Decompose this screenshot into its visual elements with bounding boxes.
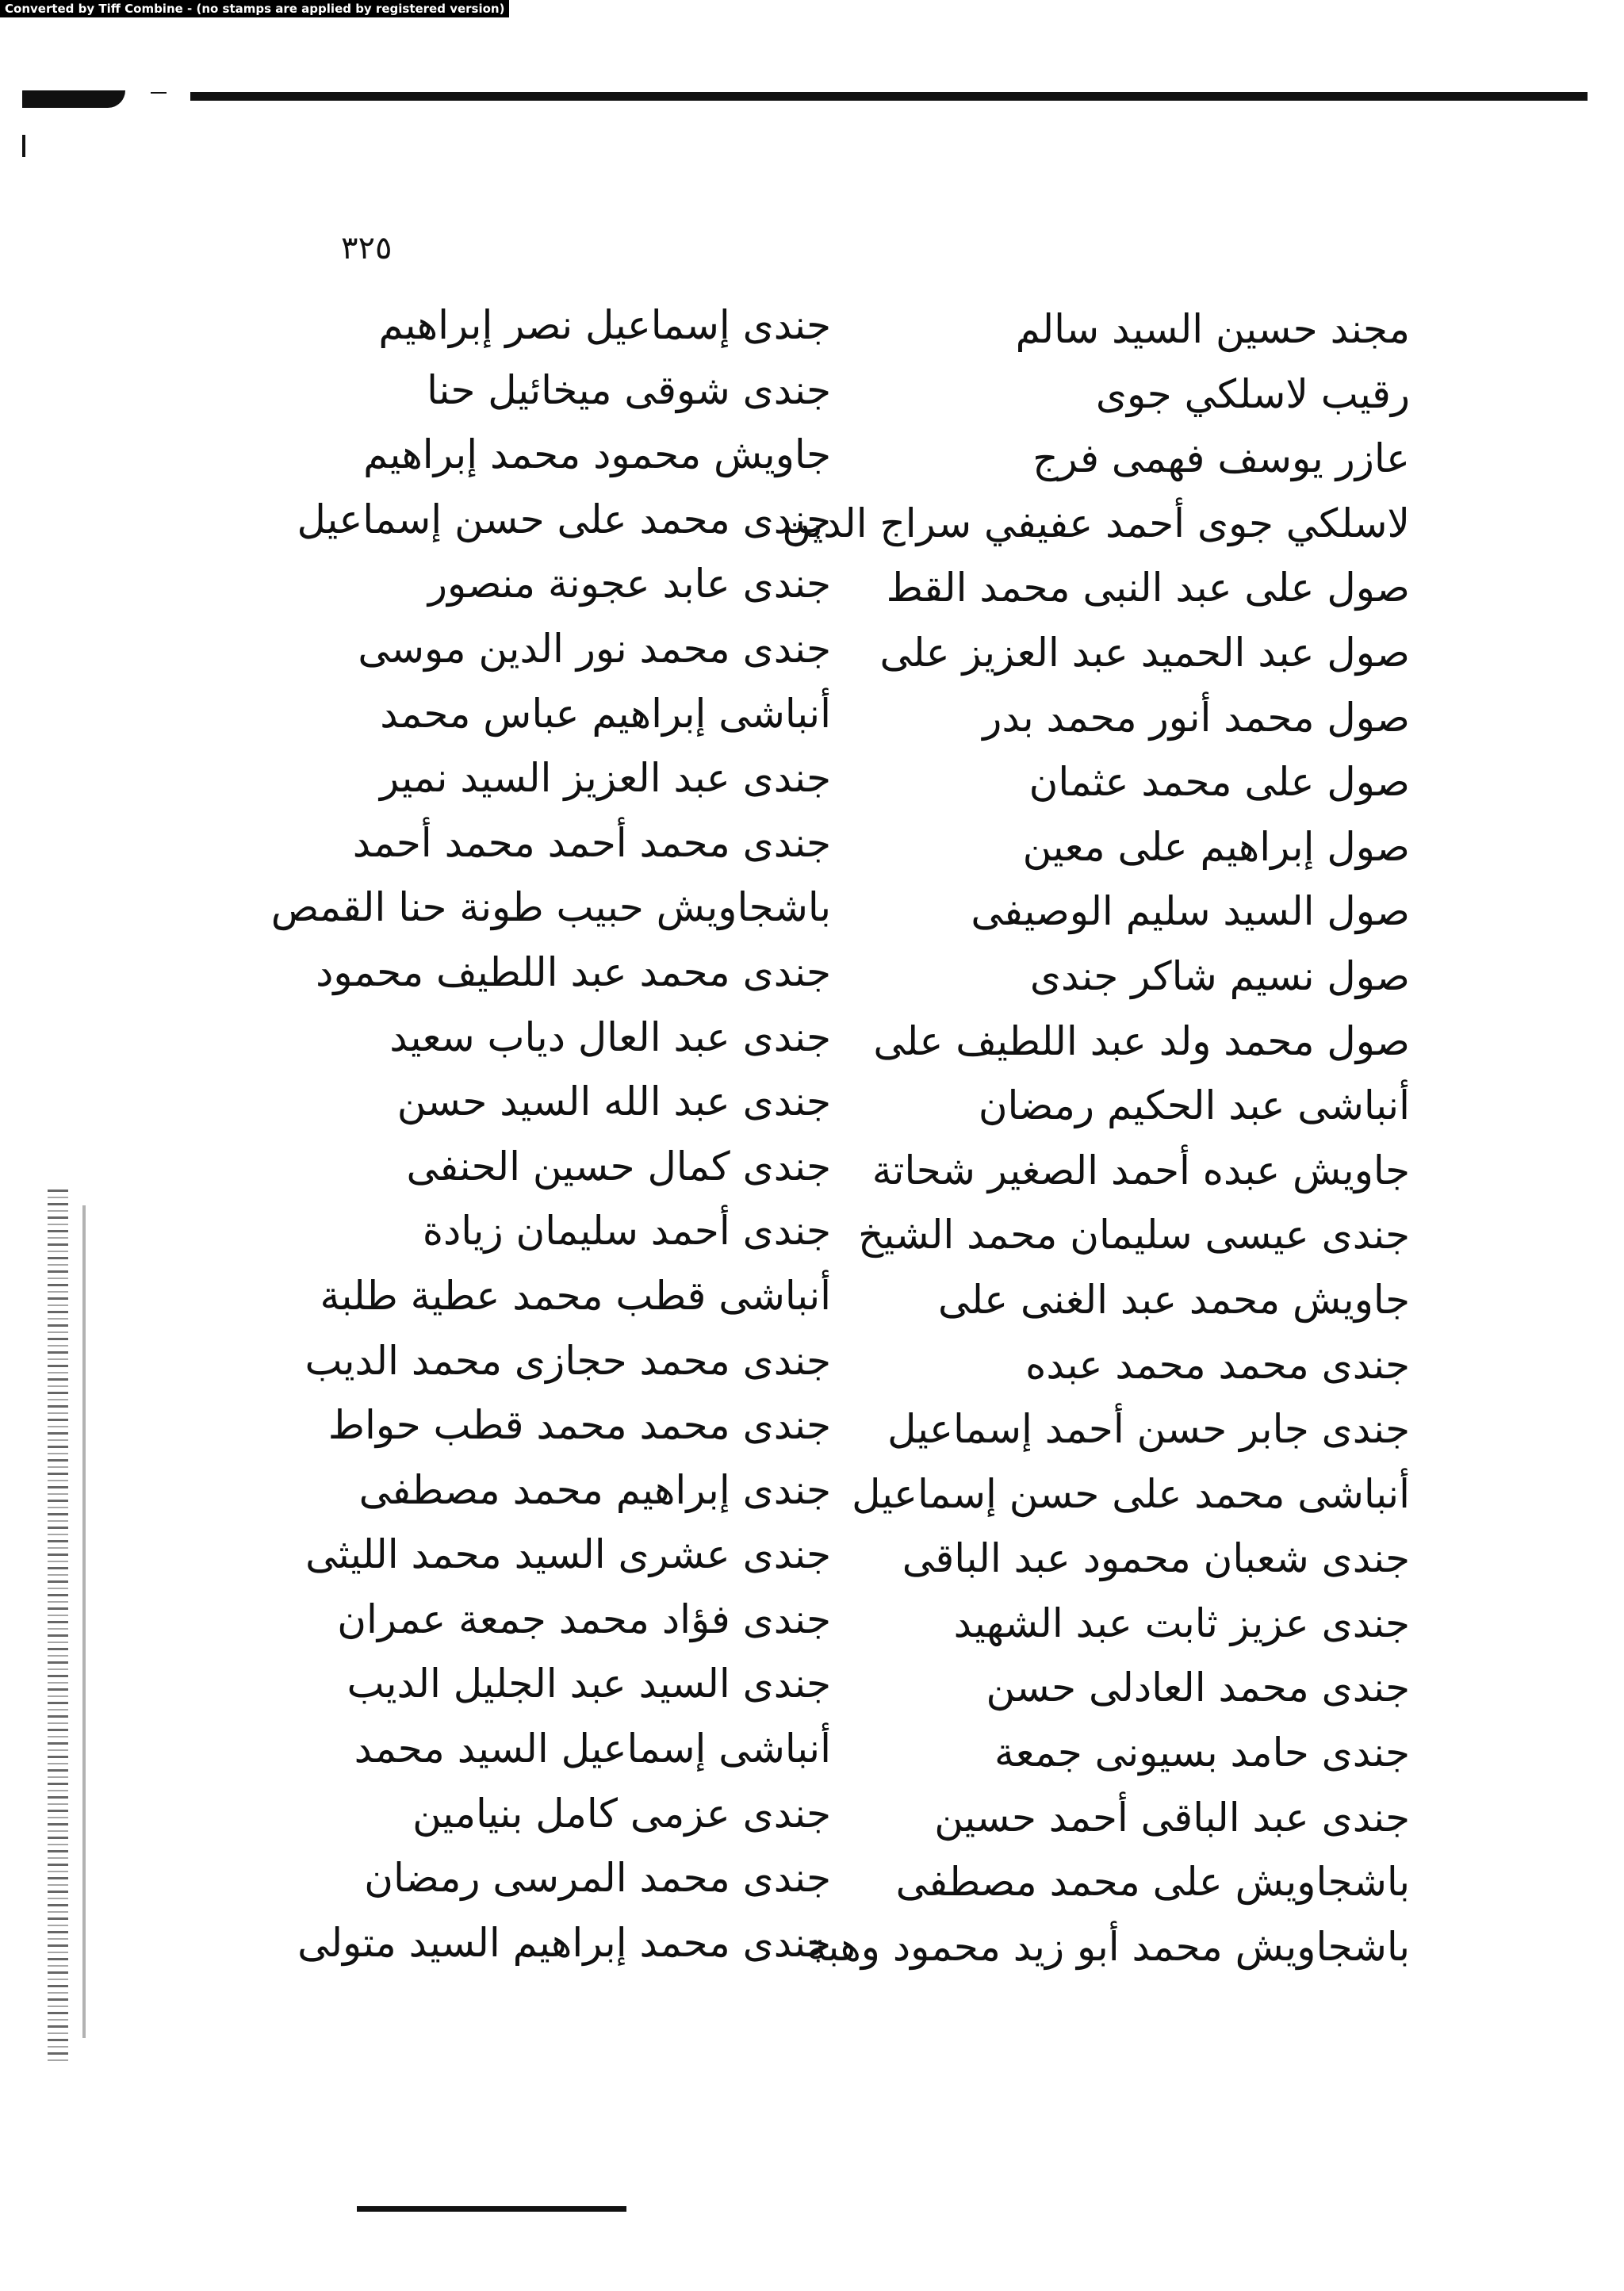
name-entry: أنباشى إسماعيل السيد محمد (354, 1726, 831, 1772)
name-entry: باشجاويش حبيب طونة حنا القمص (270, 884, 831, 931)
left-column (271, 293, 831, 1975)
name-entry: جندى عبد العزيز السيد نمير (379, 755, 831, 802)
footer-rule (357, 2206, 626, 2212)
name-entry: جندى عبد الباقى أحمد حسين (934, 1794, 1410, 1841)
name-entry: جندى محمد على حسن إسماعيل (297, 496, 831, 542)
name-entry: أنباشى عبد الحكيم رمضان (978, 1082, 1410, 1129)
name-entry: صول على محمد عثمان (1028, 759, 1410, 806)
header-rule (190, 92, 1588, 101)
name-entry: جندى محمد العادلى حسن (986, 1665, 1410, 1711)
name-entry: صول نسيم شاكر جندى (1029, 952, 1410, 999)
name-entry: جندى محمد المرسى رمضان (364, 1855, 831, 1902)
name-entry: جاويش محمد عبد الغنى على (938, 1276, 1410, 1323)
name-entry: جندى عيسى سليمان محمد الشيخ (858, 1212, 1410, 1259)
page-number: ٣٢٥ (341, 230, 393, 266)
name-entry: جندى أحمد سليمان زيادة (422, 1208, 831, 1255)
name-entry: أنباشى محمد على حسن إسماعيل (852, 1470, 1410, 1517)
name-entry: جندى محمد محمد قطب حواط (327, 1402, 831, 1449)
name-entry: عازر يوسف فهمى فرج (1032, 435, 1410, 482)
name-entry: جندى محمد أحمد محمد أحمد (352, 819, 831, 866)
header-rule-segment (151, 92, 167, 94)
name-entry: أنباشى إبراهيم عباس محمد (380, 690, 831, 737)
name-entry: جندى محمد محمد عبده (1025, 1341, 1410, 1388)
name-entry: جندى شعبان محمود عبد الباقى (902, 1535, 1410, 1582)
name-entry: رقيب لاسلكي جوى (1095, 370, 1410, 417)
name-entry: لاسلكي جوى أحمد عفيفي سراج الدين (782, 500, 1410, 546)
name-entry: جندى كمال حسين الحنفى (406, 1143, 831, 1190)
scan-edge-noise (82, 1205, 86, 2038)
name-entry: جندى محمد حجازى محمد الديب (304, 1337, 831, 1384)
scan-artifact (22, 135, 25, 157)
name-entry: جندى عزمى كامل بنيامين (412, 1790, 831, 1837)
name-entry: جندى شوقى ميخائيل حنا (427, 366, 831, 413)
name-entry: جندى عزيز ثابت عبد الشهيد (953, 1599, 1410, 1646)
scan-edge-noise (48, 1190, 68, 2062)
name-entry: صول السيد سليم الوصيفى (971, 888, 1410, 935)
name-entry: صول إبراهيم على معين (1022, 823, 1410, 870)
name-entry: صول محمد ولد عبد اللطيف على (873, 1017, 1410, 1064)
name-entry: صول على عبد النبى محمد القط (886, 565, 1410, 611)
name-entry: جندى محمد نور الدين موسى (358, 625, 831, 672)
name-entry: جندى إبراهيم محمد مصطفى (358, 1466, 831, 1513)
name-entry: جندى محمد عبد اللطيف محمود (316, 948, 831, 995)
name-entry: جندى إسماعيل نصر إبراهيم (378, 302, 831, 348)
right-column (782, 297, 1410, 1979)
name-entry: جندى محمد إبراهيم السيد متولى (297, 1919, 831, 1966)
name-entry: صول محمد أنور محمد بدر (982, 694, 1410, 741)
scan-artifact (22, 90, 125, 108)
name-entry: باشجاويش محمد أبو زيد محمود وهبة (806, 1923, 1410, 1970)
name-entry: جندى عشرى السيد محمد الليثى (305, 1531, 831, 1578)
name-entry: جندى عابد عجونة منصور (427, 561, 831, 607)
name-entry: مجند حسين السيد سالم (1015, 306, 1410, 352)
name-entry: جندى حامد بسيونى جمعة (994, 1730, 1410, 1776)
name-entry: أنباشى قطب محمد عطية طلبة (320, 1272, 831, 1319)
converter-banner: Converted by Tiff Combine - (no stamps are applied by registered version) (0, 0, 509, 17)
name-entry: باشجاويش على محمد مصطفى (895, 1859, 1410, 1906)
name-entry: جندى السيد عبد الجليل الديب (347, 1661, 831, 1707)
name-entry: صول عبد الحميد عبد العزيز على (879, 629, 1410, 676)
name-entry: جندى فؤاد محمد جمعة عمران (337, 1596, 831, 1642)
name-entry: جندى عبد الله السيد حسن (396, 1078, 831, 1125)
name-entry: جندى عبد العال دياب سعيد (389, 1013, 831, 1060)
name-entry: جندى جابر حسن أحمد إسماعيل (887, 1406, 1410, 1453)
name-entry: جاويش عبده أحمد الصغير شحاتة (871, 1147, 1410, 1193)
name-entry: جاويش محمود محمد إبراهيم (363, 431, 831, 478)
